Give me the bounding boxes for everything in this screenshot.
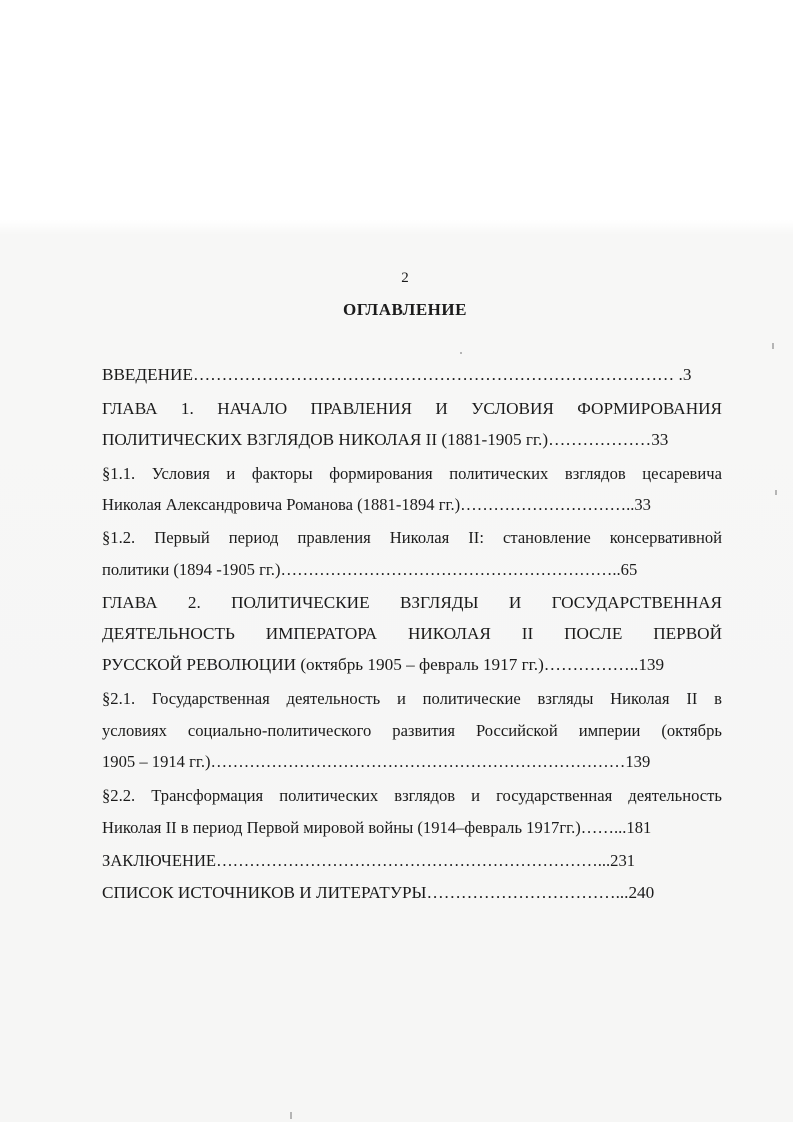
page-number: 2: [401, 270, 409, 286]
toc-entry-section12-line2: политики (1894 -1905 гг.)……………………………………………………..65: [102, 560, 638, 579]
scan-speck: [460, 352, 462, 354]
toc-entry-section11-line1: §1.1. Условия и факторы формирования политических взглядов цесаревича: [102, 464, 722, 483]
toc-entry-section22-line2: Николая II в период Первой мировой войны (1914–февраль 1917гг.)……...181: [102, 818, 652, 837]
toc-entry-section21-line1: §2.1. Государственная деятельность и политические взгляды Николая II в: [102, 689, 722, 708]
toc-entry-conclusion: ЗАКЛЮЧЕНИЕ……………………………………………………………...231: [102, 851, 636, 870]
toc-entry-section21-line2: условиях социально-политического развития Российской империи (октябрь: [102, 721, 722, 740]
toc-entry-chapter1-line2: ПОЛИТИЧЕСКИХ ВЗГЛЯДОВ НИКОЛАЯ II (1881-1905 гг.)………………33: [102, 430, 669, 449]
toc-entry-sources: СПИСОК ИСТОЧНИКОВ И ЛИТЕРАТУРЫ……………………………...240: [102, 883, 655, 902]
scan-speck: [775, 490, 777, 495]
toc-entry-section21-line3: 1905 – 1914 гг.)…………………………………………………………………139: [102, 752, 651, 771]
page-title: ОГЛАВЛЕНИЕ: [343, 300, 467, 319]
toc-entry-section11-line2: Николая Александровича Романова (1881-1894 гг.)…………………………..33: [102, 495, 651, 514]
toc-entry-chapter2-line1: ГЛАВА 2. ПОЛИТИЧЕСКИЕ ВЗГЛЯДЫ И ГОСУДАРСТВЕННАЯ: [102, 593, 722, 612]
toc-entry-chapter1-line1: ГЛАВА 1. НАЧАЛО ПРАВЛЕНИЯ И УСЛОВИЯ ФОРМИРОВАНИЯ: [102, 399, 722, 418]
toc-entry-chapter2-line2: ДЕЯТЕЛЬНОСТЬ ИМПЕРАТОРА НИКОЛАЯ II ПОСЛЕ ПЕРВОЙ: [102, 624, 722, 643]
scan-speck: [772, 343, 774, 349]
toc-entry-introduction: ВВЕДЕНИЕ………………………………………………………………………… .3: [102, 365, 692, 384]
toc-entry-section12-line1: §1.2. Первый период правления Николая II: становление консервативной: [102, 528, 722, 547]
scan-speck: [290, 1112, 292, 1119]
toc-entry-chapter2-line3: РУССКОЙ РЕВОЛЮЦИИ (октябрь 1905 – февраль 1917 гг.)……………..139: [102, 655, 665, 674]
toc-entry-section22-line1: §2.2. Трансформация политических взглядов и государственная деятельность: [102, 786, 722, 805]
